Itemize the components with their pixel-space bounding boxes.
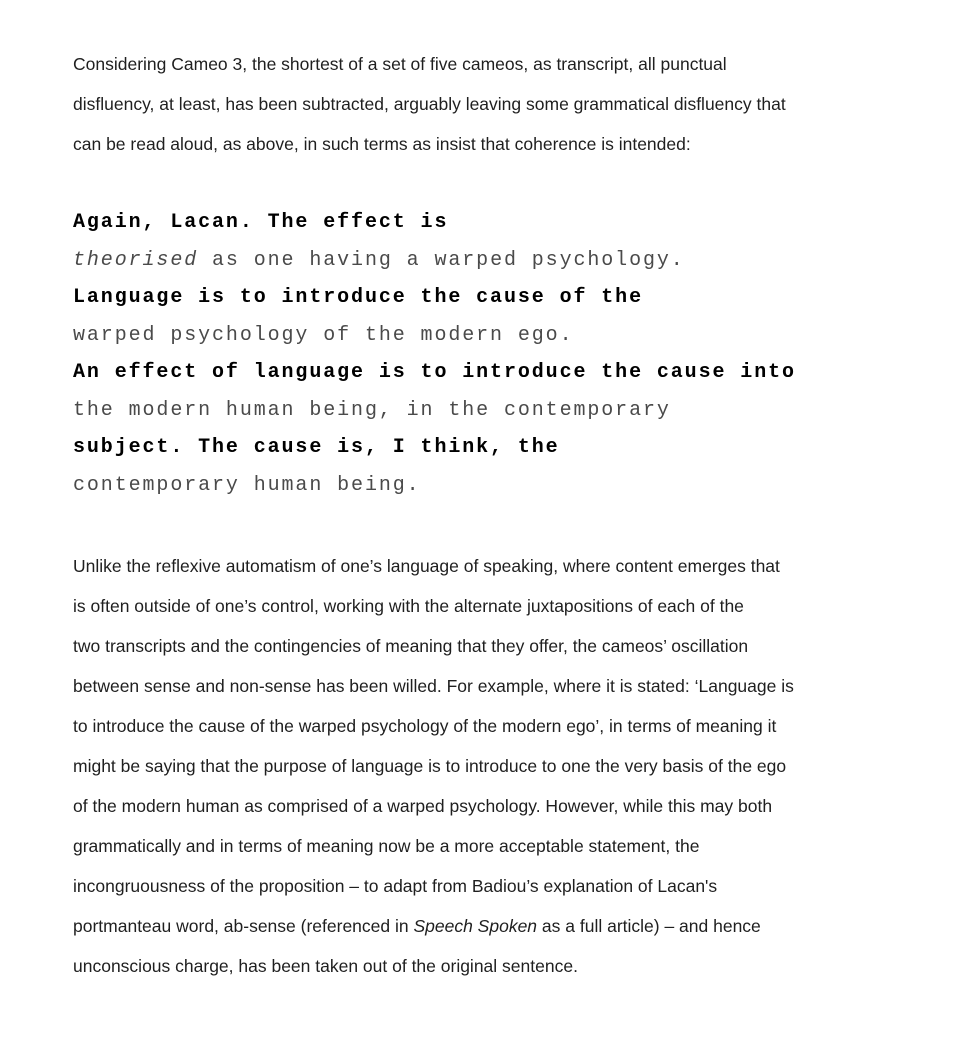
- text-segment: An effect of language is to introduce the cause into: [73, 361, 796, 384]
- text-line: [73, 467, 980, 505]
- text-segment: Again, Lacan. The effect is: [73, 211, 449, 234]
- text-line: [73, 429, 980, 467]
- text-line: [73, 279, 980, 317]
- text-line: [73, 866, 980, 906]
- text-line: [73, 84, 980, 124]
- text-line: [73, 826, 980, 866]
- text-line: [73, 242, 980, 280]
- text-segment: as one having a warped psychology.: [198, 248, 685, 272]
- text-segment: as a full article) – and hence: [537, 916, 761, 936]
- text-line: [73, 546, 980, 586]
- text-line: [73, 786, 980, 826]
- text-segment: is often outside of one’s control, working with the alternate juxtapositions of each of the: [73, 596, 744, 616]
- text-line: [73, 626, 980, 666]
- text-segment: warped psychology of the modern ego.: [73, 323, 574, 347]
- text-segment: grammatically and in terms of meaning now be a more acceptable statement, the: [73, 836, 700, 856]
- text-segment: can be read aloud, as above, in such terms as insist that coherence is intended:: [73, 134, 691, 154]
- text-line: [73, 354, 980, 392]
- text-segment: portmanteau word, ab-sense (referenced in: [73, 916, 414, 936]
- intro-paragraph: [73, 44, 980, 164]
- text-line: [73, 666, 980, 706]
- text-line: [73, 946, 980, 986]
- analysis-paragraph: [73, 546, 980, 986]
- text-segment: the modern human being, in the contemporary: [73, 398, 671, 422]
- text-segment: contemporary human being.: [73, 473, 421, 497]
- text-segment: incongruousness of the proposition – to adapt from Badiou’s explanation of Lacan's: [73, 876, 718, 896]
- text-line: [73, 746, 980, 786]
- text-segment: subject. The cause is, I think, the: [73, 436, 560, 459]
- text-segment: between sense and non-sense has been willed. For example, where it is stated: ‘Language is: [73, 676, 794, 696]
- text-segment: two transcripts and the contingencies of meaning that they offer, the cameos’ oscillation: [73, 636, 749, 656]
- cameo-transcript-block: [73, 204, 980, 504]
- text-segment: disfluency, at least, has been subtracted, arguably leaving some grammatical disfluency that: [73, 94, 786, 114]
- text-segment: might be saying that the purpose of language is to introduce to one the very basis of the ego: [73, 756, 787, 776]
- text-line: [73, 586, 980, 626]
- italic-text-segment: theorised: [73, 248, 199, 272]
- text-segment: Considering Cameo 3, the shortest of a set of five cameos, as transcript, all punctual: [73, 54, 727, 74]
- text-segment: Language is to introduce the cause of the: [73, 286, 643, 309]
- italic-text-segment: Speech Spoken: [413, 916, 538, 936]
- text-line: [73, 317, 980, 355]
- text-segment: of the modern human as comprised of a warped psychology. However, while this may both: [73, 796, 773, 816]
- text-line: [73, 124, 980, 164]
- text-segment: unconscious charge, has been taken out of the original sentence.: [73, 956, 578, 976]
- text-line: [73, 204, 980, 242]
- text-segment: Unlike the reflexive automatism of one’s language of speaking, where content emerges that: [73, 556, 780, 576]
- text-line: [73, 906, 980, 946]
- text-line: [73, 392, 980, 430]
- text-line: [73, 44, 980, 84]
- text-segment: to introduce the cause of the warped psychology of the modern ego’, in terms of meaning it: [73, 716, 777, 736]
- text-line: [73, 706, 980, 746]
